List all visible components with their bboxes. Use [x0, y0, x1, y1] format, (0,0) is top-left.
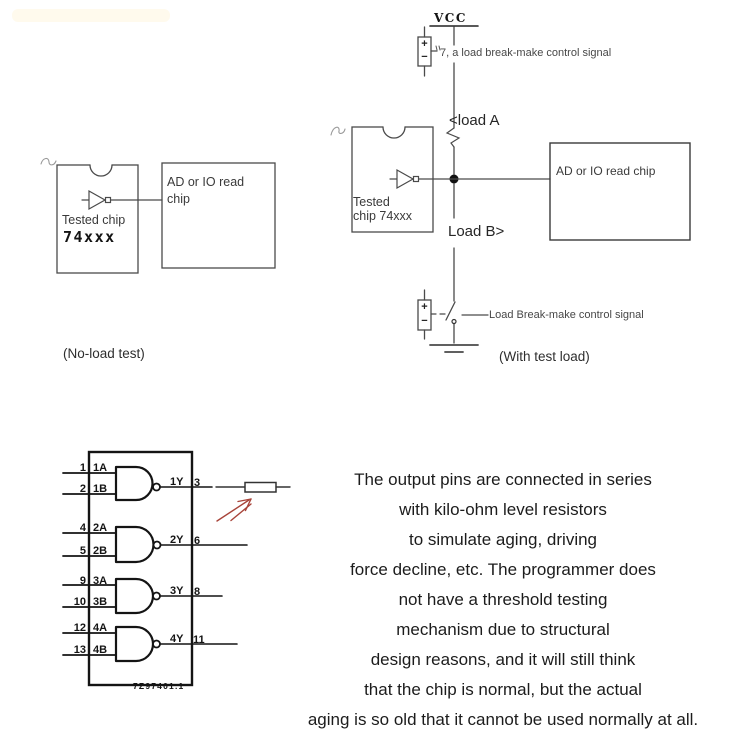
pin-number: 5	[79, 545, 86, 557]
battery-plus-label: +	[421, 38, 428, 50]
pin-name: 2A	[93, 522, 108, 534]
output-pin: 3	[194, 477, 201, 489]
tested-chip-label: Tested chip	[62, 213, 126, 227]
pin-number: 1	[79, 462, 86, 474]
nand-gate-2	[63, 527, 247, 562]
load-b-label: Load B>	[448, 223, 505, 240]
paragraph-line: with kilo-ohm level resistors	[399, 500, 607, 519]
switch-icon	[446, 302, 456, 324]
pin-name: 1A	[93, 462, 108, 474]
read-chip-box	[550, 143, 690, 240]
pin-number: 12	[73, 622, 86, 634]
ground-icon	[430, 345, 478, 352]
pen-squiggle	[41, 158, 56, 164]
pin-name: 3B	[93, 596, 108, 608]
red-arrow-icon	[217, 499, 251, 521]
pin-name: 4A	[93, 622, 108, 634]
chip-part-label: 74xxx	[63, 228, 116, 246]
read-chip-label-line2: chip	[167, 192, 190, 206]
pen-squiggle	[331, 127, 345, 135]
output-name: 4Y	[170, 633, 184, 645]
read-chip-label: AD or IO read chip	[556, 164, 656, 178]
inverter-symbol	[82, 191, 111, 209]
battery-minus-label: −	[421, 315, 428, 327]
pin-number: 4	[79, 522, 86, 534]
pin-number: 2	[79, 483, 86, 495]
pin-number: 13	[73, 644, 86, 656]
paragraph-line: that the chip is normal, but the actual	[364, 680, 642, 699]
output-name: 2Y	[170, 534, 184, 546]
with-load-caption: (With test load)	[499, 349, 590, 364]
explanation-paragraph	[258, 465, 748, 735]
paragraph-line: not have a threshold testing	[398, 590, 608, 609]
vcc-label: VCC	[434, 11, 467, 25]
output-name: 1Y	[170, 476, 184, 488]
battery-minus-label: −	[421, 51, 428, 63]
bottom-control-signal-label: Load Break-make control signal	[489, 309, 644, 321]
output-pin: 6	[194, 535, 201, 547]
tested-chip-label-line1: Tested	[353, 195, 390, 209]
pin-name: 1B	[93, 483, 108, 495]
paragraph-line: force decline, etc. The programmer does	[350, 560, 656, 579]
paragraph-line: to simulate aging, driving	[408, 530, 598, 549]
pin-name: 3A	[93, 575, 108, 587]
load-a-label: <load A	[449, 112, 500, 129]
inverter-symbol	[390, 170, 419, 188]
tested-chip-label-line2: chip 74xxx	[353, 209, 413, 223]
top-control-signal-label: 7, a load break-make control signal	[440, 47, 612, 59]
paragraph-line: design reasons, and it will still think	[370, 650, 636, 669]
output-pin: 8	[194, 586, 201, 598]
paragraph-line: The output pins are connected in series	[354, 470, 652, 489]
load-a-squiggle	[447, 128, 459, 147]
pin-number: 9	[79, 575, 86, 587]
pin-name: 2B	[93, 545, 108, 557]
ic-part-number: 7Z97401.1	[133, 681, 185, 691]
paragraph-line: aging is so old that it cannot be used normally at all.	[307, 710, 699, 729]
pin-name: 4B	[93, 644, 108, 656]
no-load-caption: (No-load test)	[63, 346, 145, 361]
battery-plus-label: +	[421, 301, 428, 313]
output-name: 3Y	[170, 585, 184, 597]
output-pin: 11	[193, 634, 205, 646]
paragraph-line: mechanism due to structural	[396, 620, 610, 639]
pin-number: 10	[73, 596, 86, 608]
with-load-diagram	[331, 26, 690, 352]
read-chip-label-line1: AD or IO read	[167, 175, 245, 189]
